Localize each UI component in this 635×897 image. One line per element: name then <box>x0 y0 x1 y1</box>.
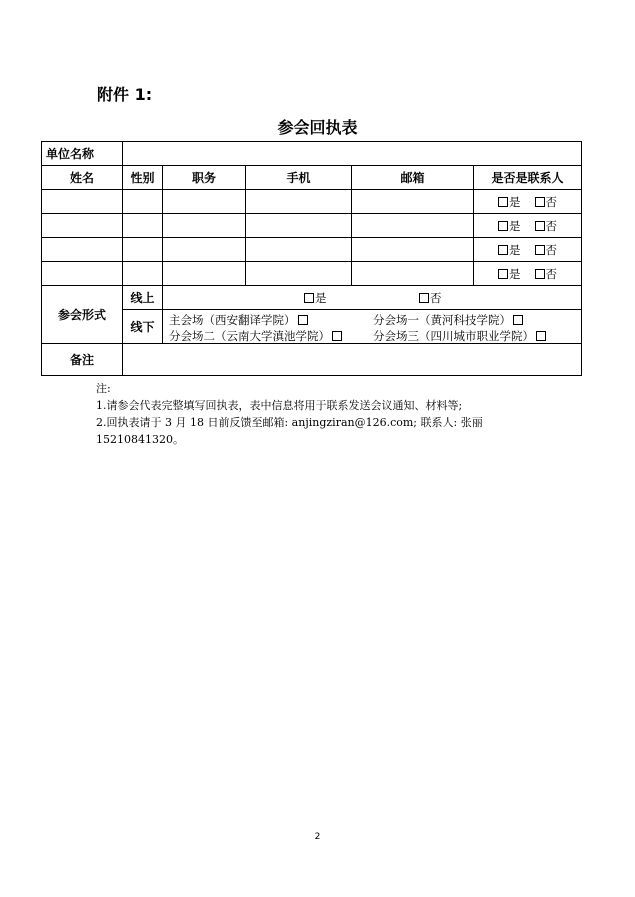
receipt-form-table <box>41 141 582 376</box>
attachment-label: 附件 1: <box>97 85 153 104</box>
contact-no-checkbox[interactable]: 否 <box>535 218 558 234</box>
col-gender-header: 性别 <box>123 166 163 190</box>
form-title: 参会回执表 <box>277 118 358 137</box>
attendee-row <box>42 238 582 262</box>
gender-input[interactable] <box>123 214 163 238</box>
gender-input[interactable] <box>123 262 163 286</box>
venue-branch1-option[interactable]: 分会场一（黄河科技学院） <box>373 312 524 328</box>
attendee-row <box>42 190 582 214</box>
col-contact-header: 是否是联系人 <box>474 166 582 190</box>
phone-input[interactable] <box>246 214 352 238</box>
contact-no-checkbox[interactable]: 否 <box>535 194 558 210</box>
note-line-1: 1.请参会代表完整填写回执表，表中信息将用于联系发送会议通知、材料等; <box>96 399 463 412</box>
name-input[interactable] <box>42 262 123 286</box>
gender-input[interactable] <box>123 238 163 262</box>
column-header-row <box>42 166 582 190</box>
contact-choice <box>474 262 582 286</box>
name-input[interactable] <box>42 238 123 262</box>
email-input[interactable] <box>352 214 474 238</box>
contact-yes-checkbox[interactable]: 是 <box>498 194 521 210</box>
phone-input[interactable] <box>246 238 352 262</box>
attendee-row <box>42 262 582 286</box>
name-input[interactable] <box>42 190 123 214</box>
online-label: 线上 <box>123 286 163 310</box>
contact-choice <box>474 190 582 214</box>
venue-branch3-option[interactable]: 分会场三（四川城市职业学院） <box>373 328 547 344</box>
venue-branch2-option[interactable]: 分会场二（云南大学滇池学院） <box>169 328 343 344</box>
contact-no-checkbox[interactable]: 否 <box>535 242 558 258</box>
position-input[interactable] <box>163 190 246 214</box>
online-yes-checkbox[interactable]: 是 <box>304 290 327 306</box>
attendee-row <box>42 214 582 238</box>
unit-name-label: 单位名称 <box>42 142 123 166</box>
participation-label: 参会形式 <box>42 286 123 344</box>
notes-title: 注: <box>96 382 111 395</box>
notes-section <box>96 380 546 448</box>
gender-input[interactable] <box>123 190 163 214</box>
remarks-input[interactable] <box>123 344 582 376</box>
email-input[interactable] <box>352 262 474 286</box>
col-phone-header: 手机 <box>246 166 352 190</box>
position-input[interactable] <box>163 214 246 238</box>
col-name-header: 姓名 <box>42 166 123 190</box>
position-input[interactable] <box>163 262 246 286</box>
name-input[interactable] <box>42 214 123 238</box>
phone-input[interactable] <box>246 262 352 286</box>
contact-yes-checkbox[interactable]: 是 <box>498 266 521 282</box>
contact-yes-checkbox[interactable]: 是 <box>498 242 521 258</box>
contact-no-checkbox[interactable]: 否 <box>535 266 558 282</box>
position-input[interactable] <box>163 238 246 262</box>
offline-venue-choices <box>163 310 582 344</box>
contact-choice <box>474 214 582 238</box>
phone-input[interactable] <box>246 190 352 214</box>
venue-main-option[interactable]: 主会场（西安翻译学院） <box>169 312 309 328</box>
email-input[interactable] <box>352 190 474 214</box>
contact-yes-checkbox[interactable]: 是 <box>498 218 521 234</box>
col-email-header: 邮箱 <box>352 166 474 190</box>
contact-choice <box>474 238 582 262</box>
offline-label: 线下 <box>123 310 163 344</box>
unit-name-input[interactable] <box>123 142 582 166</box>
remarks-label: 备注 <box>42 344 123 376</box>
note-line-3: 15210841320。 <box>96 433 184 446</box>
online-choice <box>163 286 582 310</box>
online-no-checkbox[interactable]: 否 <box>419 290 442 306</box>
note-line-2: 2.回执表请于 3 月 18 日前反馈至邮箱: anjingziran@126.com; 联系人: 张丽 <box>96 416 483 429</box>
col-position-header: 职务 <box>163 166 246 190</box>
email-input[interactable] <box>352 238 474 262</box>
page-number: 2 <box>314 832 321 842</box>
